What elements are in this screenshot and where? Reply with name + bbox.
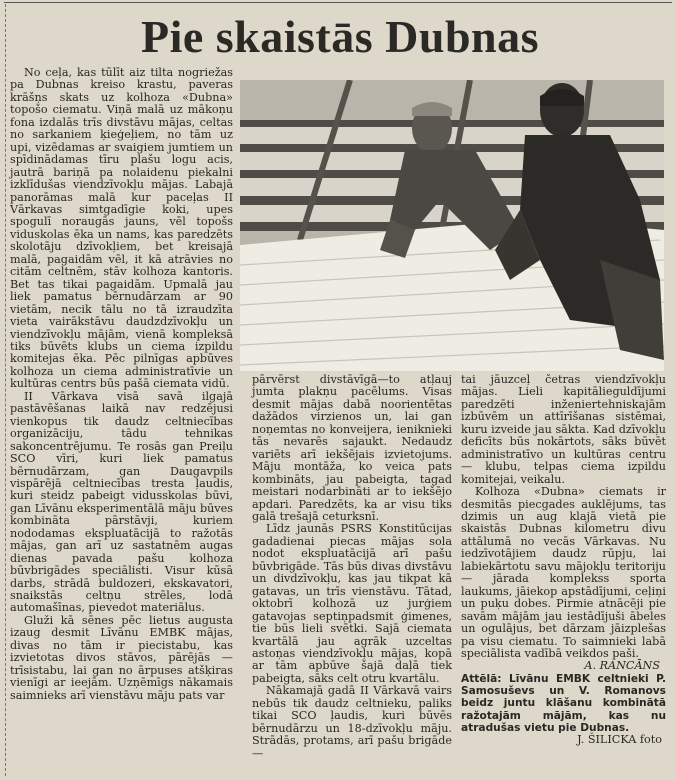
paragraph: pārvērst divstāvīgā—to atļauj jumta plakņu pacēlums. Visas desmit mājas dabā noorientētas dažādos virzienos un, lai gan noņemtas no konveijera, ieniknieki tās nevarēs sajaukt. Nedaudz variēts arī iekšējais izvietojums. Māju montāža, ko veica pats kombināts, jau pabeigta, tagad meistari nodarbināti ar to iekšējo apdari. Paredzēts, ka ar visu tiks galā trešajā ceturksnī. <box>252 373 452 523</box>
photo-illustration <box>240 80 664 371</box>
paragraph: II Vārkava visā savā ilgajā pastāvēšanas laikā nav redzējusi vienkopus tik daudz celtniecības organizāciju, tādu tehnikas sakoncentrējumu. Te rosās gan Preiļu SCO vīri, kuri liek pamatus bērnudārzam, gan Daugavpils vispārējā celtniecības tresta ļaudis, kuri steidz pabeigt vidusskolas būvi, gan Līvānu eksperimentālā māju būves kombināta pārstāvji, kuriem nododamas ekspluatācijā to ražotās mājas, gan arī uz sastatnēm augas dienas pavada pašu kolhoza būvbrigādes speciālisti. Visur kūsā darbs, strādā buldozeri, ekskavatori, snaikstās celtņu strēles, lodā automašīnas, pievedot materiālus. <box>10 389 233 615</box>
author-byline: A. RANCĀNS <box>584 659 660 673</box>
photo-caption <box>461 673 666 734</box>
paragraph: Kolhoza «Dubna» ciemats ir desmitās piecgades auklējums, tas dzimis un aug klajā vietā pie skaistās Dubnas kilometru divu attālumā no vecās Vārkavas. Nu iedzīvotājiem daudz rūpju, lai labiekārtotu savu mājokļu teritoriju — jārada komplekss sporta laukums, jāiekop apstādījumi, ceļiņi un puķu dobes. Pirmie atnācēji pie savām mājām jau iestādījuši ābeles un ogulājus, bet dārzam jāizplešas pa visu ciematu. To saimnieki labā speciālista vadībā veikdos paši. <box>461 485 666 660</box>
caption-lead: Attēlā: <box>461 672 502 685</box>
paragraph: Nākamajā gadā II Vārkavā vairs nebūs tik daudz celtnieku, paliks tikai SCO ļaudis, kuri būvēs bērnudārzu un 18-dzīvokļu māju. Strādās, protams, arī pašu brigāde — <box>252 684 452 760</box>
photo-credit: J. ŠILICKA foto <box>577 733 662 747</box>
article-column-1 <box>10 67 233 702</box>
paragraph: No ceļa, kas tūlīt aiz tilta nogriežas pa Dubnas kreiso krastu, paveras krāšņs skats uz kolhoza «Dubna» topošo ciematu. Viņā malā uz mākoņu fona izdalās trīs divstāvu mājas, celtas no sarkaniem ķieģeļiem, no tām uz upi, vizēdamas ar svaigiem jumtiem un spīdinādamas tīru plašu logu acis, jautrā bariņā pa nolaidenu piekalni izklīdušas viendzīvokļu mājas. Labajā panorāmas malā kur paceļas II Vārkavas simtgadīgie koki, upes spogulī noraugās jauns, vēl topošs viduskolas ēka un nams, kas paredzēts skolotāju dzīvokļiem, bet kreisajā malā, pagaidām vēl, it kā atrāvies no citām celtnēm, stāv kolhoza kantoris. Bet tas tikai pagaidām. Upmalā jau liek pamatus bērnudārzam ar 90 vietām, necik tālu no tā izraudzīta vieta vairākstāvu daudzdzīvokļu un viendzīvokļu mājām, vienā kompleksā tiks būvēts klubs un ciema izpildu komitejas ēka. Pēc pilnīgas apbūves kolhoza un ciema administratīvie un kultūras centrs būs pašā ciemata vidū. <box>10 66 233 391</box>
construction-workers-photo <box>240 80 664 371</box>
paragraph: tai jāuzceļ četras viendzīvokļu mājas. Lieli kapitālieguldījumi paredzēti inženiertehniskajām izbūvēm un attīrīšanas sistēmai, kuru izveide jau sākta. Kad dzīvokļu deficīts būs nokārtots, sāks būvēt administratīvo un kultūras centru — klubu, telpas ciema izpildu komitejai, veikalu. <box>461 373 666 486</box>
paragraph: Gluži kā sēnes pēc lietus augusta izaug desmit Līvānu EMBK mājas, divas no tām ir piecistabu, kas izvietotas divos stāvos, pārējās — trīsistabu, lai gan no ārpuses atšķiras vienīgi ar ieejām. Uzņēmīgs nākamais saimnieks arī vienstāvu māju pats var <box>10 613 233 702</box>
caption-body: Līvānu EMBK celtnieki P. Samosuševs un V. Romanovs beidz juntu klāšanu kombinātā ražotajām mājām, kas nu atradušas vietu pie Dubnas. <box>461 672 666 735</box>
article-column-3 <box>461 374 666 747</box>
paragraph: Līdz jaunās PSRS Konstitūcijas gadadienai piecas mājas sola nodot ekspluatācijā arī pašu būvbrigāde. Tās būs divas divstāvu un divdzīvokļu, kas jau tikpat kā gatavas, un trīs vienstāvu. Tātad, oktobrī kolhozā uz jurģiem gatavojas septiņpadsmit ģimenes, tie būs lieli svētki. Sajā ciemata kvartālā jau agrāk uzceltas astoņas viendzīvokļu mājas, kopā ar tām apbūve šajā daļā tiek pabeigta, sāks celt otru kvartālu. <box>252 522 452 685</box>
top-rule <box>4 2 672 3</box>
article-headline: Pie skaistās Dubnas <box>140 11 540 62</box>
left-fold-rule <box>5 4 6 776</box>
article-column-2 <box>252 374 452 760</box>
